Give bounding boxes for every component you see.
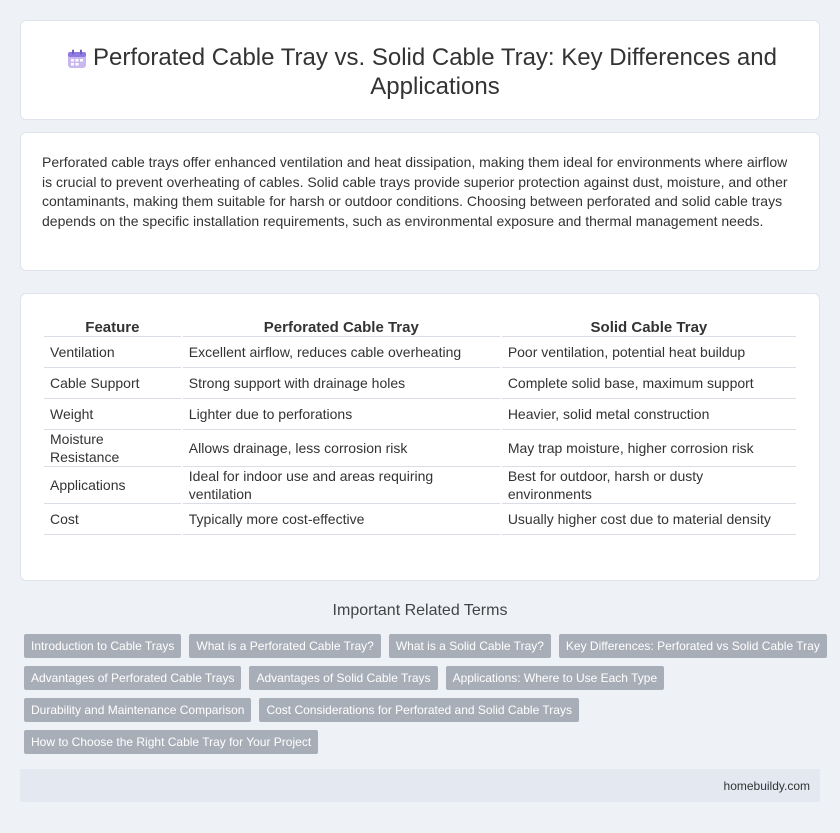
related-term-tag[interactable]: Introduction to Cable Trays [24, 634, 181, 658]
tag-row [24, 666, 664, 690]
header-feature: Feature [44, 315, 181, 337]
related-term-tag[interactable]: Applications: Where to Use Each Type [446, 666, 665, 690]
solid-cell: Poor ventilation, potential heat buildup [502, 337, 796, 368]
intro-card [20, 132, 820, 271]
perforated-cell: Typically more cost-effective [183, 504, 500, 535]
feature-cell: Ventilation [44, 337, 181, 368]
solid-cell: Heavier, solid metal construction [502, 399, 796, 430]
comparison-table [42, 315, 798, 535]
related-term-tag[interactable]: Cost Considerations for Perforated and Solid Cable Trays [259, 698, 579, 722]
title-card [20, 20, 820, 120]
comparison-card [20, 293, 820, 581]
table-row [44, 467, 796, 504]
related-term-tag[interactable]: What is a Perforated Cable Tray? [189, 634, 380, 658]
solid-cell: May trap moisture, higher corrosion risk [502, 430, 796, 467]
page-title: Perforated Cable Tray vs. Solid Cable Tray: Key Differences and Applications [93, 44, 777, 100]
table-row [44, 337, 796, 368]
feature-cell: Moisture Resistance [44, 430, 181, 467]
related-term-tag[interactable]: What is a Solid Cable Tray? [389, 634, 551, 658]
tag-row [24, 730, 318, 754]
related-term-tag[interactable]: Advantages of Perforated Cable Trays [24, 666, 241, 690]
solid-cell: Usually higher cost due to material density [502, 504, 796, 535]
perforated-cell: Excellent airflow, reduces cable overheating [183, 337, 500, 368]
header-solid: Solid Cable Tray [502, 315, 796, 337]
perforated-cell: Allows drainage, less corrosion risk [183, 430, 500, 467]
solid-cell: Complete solid base, maximum support [502, 368, 796, 399]
perforated-cell: Ideal for indoor use and areas requiring ventilation [183, 467, 500, 504]
table-row [44, 368, 796, 399]
footer-site-link[interactable]: homebuildy.com [723, 779, 810, 793]
related-term-tag[interactable]: How to Choose the Right Cable Tray for Your Project [24, 730, 318, 754]
feature-cell: Weight [44, 399, 181, 430]
feature-cell: Applications [44, 467, 181, 504]
table-row [44, 430, 796, 467]
related-term-tag[interactable]: Key Differences: Perforated vs Solid Cable Tray [559, 634, 827, 658]
header-perforated: Perforated Cable Tray [183, 315, 500, 337]
intro-paragraph: Perforated cable trays offer enhanced ventilation and heat dissipation, making them ideal for environments where airflow is crucial to prevent overheating of cables. Solid cable trays provide superior protection against dust, moisture, and other contaminants, making them suitable for harsh or outdoor conditions. Choosing between perforated and solid cable trays depends on the specific installation requirements, such as environmental exposure and thermal management needs. [42, 154, 788, 229]
perforated-cell: Lighter due to perforations [183, 399, 500, 430]
perforated-cell: Strong support with drainage holes [183, 368, 500, 399]
feature-cell: Cable Support [44, 368, 181, 399]
tag-row [24, 634, 827, 658]
table-row [44, 504, 796, 535]
footer [20, 769, 820, 802]
table-header-row [44, 315, 796, 337]
related-terms-heading: Important Related Terms [332, 602, 508, 619]
solid-cell: Best for outdoor, harsh or dusty environments [502, 467, 796, 504]
table-row [44, 399, 796, 430]
tag-row [24, 698, 579, 722]
related-term-tag[interactable]: Advantages of Solid Cable Trays [249, 666, 437, 690]
related-term-tag[interactable]: Durability and Maintenance Comparison [24, 698, 251, 722]
feature-cell: Cost [44, 504, 181, 535]
